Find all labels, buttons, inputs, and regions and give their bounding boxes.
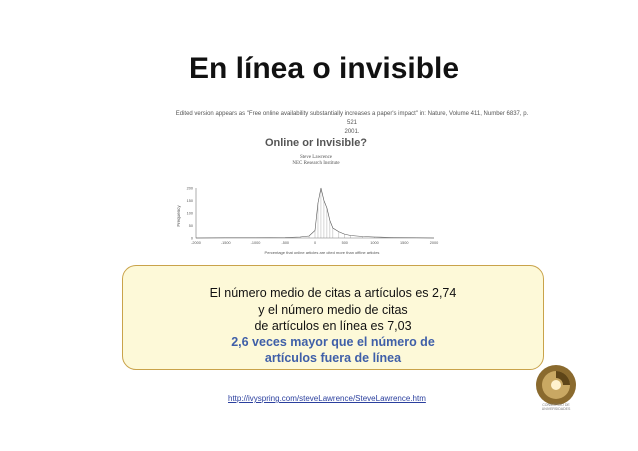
paper-title: Online or Invisible? bbox=[264, 137, 368, 149]
histogram-x-label: Percentage that online articles are cited more than offline articles bbox=[264, 250, 380, 255]
histogram-x-tick: -2000 bbox=[191, 241, 201, 245]
histogram-y-tick: 50 bbox=[188, 223, 193, 228]
histogram-y-label: Frequency bbox=[176, 205, 181, 227]
consortium-logo bbox=[533, 362, 579, 408]
citation-histogram bbox=[172, 180, 472, 258]
paper-citation-line1: Edited version appears as "Free online availability substantially increases a paper's impact" in: Nature, Volume 411, Number 6837, p. 521 bbox=[175, 111, 529, 126]
histogram-y-tick: 100 bbox=[186, 211, 193, 216]
callout-line-1: El número medio de citas a artículos es 2,74 bbox=[209, 286, 457, 300]
histogram-x-tick: 0 bbox=[313, 241, 317, 245]
histogram-x-tick: -500 bbox=[281, 241, 290, 245]
callout-line-3: de artículos en línea es 7,03 bbox=[254, 319, 412, 333]
source-link[interactable]: http://ivyspring.com/steveLawrence/SteveLawrence.htm bbox=[228, 394, 426, 403]
histogram-x-tick: 2000 bbox=[429, 241, 439, 245]
histogram-y-tick: 0 bbox=[190, 236, 193, 241]
logo-caption bbox=[530, 403, 582, 411]
paper-author-block bbox=[172, 155, 460, 167]
paper-citation bbox=[172, 110, 532, 137]
paper-author: Steve Lawrence bbox=[299, 155, 333, 160]
callout-highlight-line-2: artículos fuera de línea bbox=[264, 351, 402, 365]
paper-citation-line2: 2001. bbox=[344, 129, 360, 135]
logo-caption-line2: UNIVERSIDADES bbox=[541, 407, 571, 411]
histogram-y-tick: 200 bbox=[186, 186, 193, 191]
histogram-y-tick: 150 bbox=[186, 198, 193, 203]
paper-institution: NEC Research Institute bbox=[292, 161, 340, 166]
histogram-x-tick: -1500 bbox=[220, 241, 231, 245]
histogram-x-tick: 1500 bbox=[400, 241, 409, 245]
stats-callout bbox=[122, 265, 544, 370]
slide-title: En línea o invisible bbox=[189, 52, 460, 85]
histogram-x-tick: 1000 bbox=[370, 241, 379, 245]
logo-caption-line1: CONSORCIO DE bbox=[542, 403, 570, 407]
histogram-x-tick: -1000 bbox=[250, 241, 261, 245]
histogram-x-tick: 500 bbox=[341, 241, 348, 245]
callout-highlight-line-1: 2,6 veces mayor que el número de bbox=[231, 335, 435, 349]
paper-excerpt bbox=[172, 110, 532, 255]
callout-line-2: y el número medio de citas bbox=[258, 303, 408, 317]
